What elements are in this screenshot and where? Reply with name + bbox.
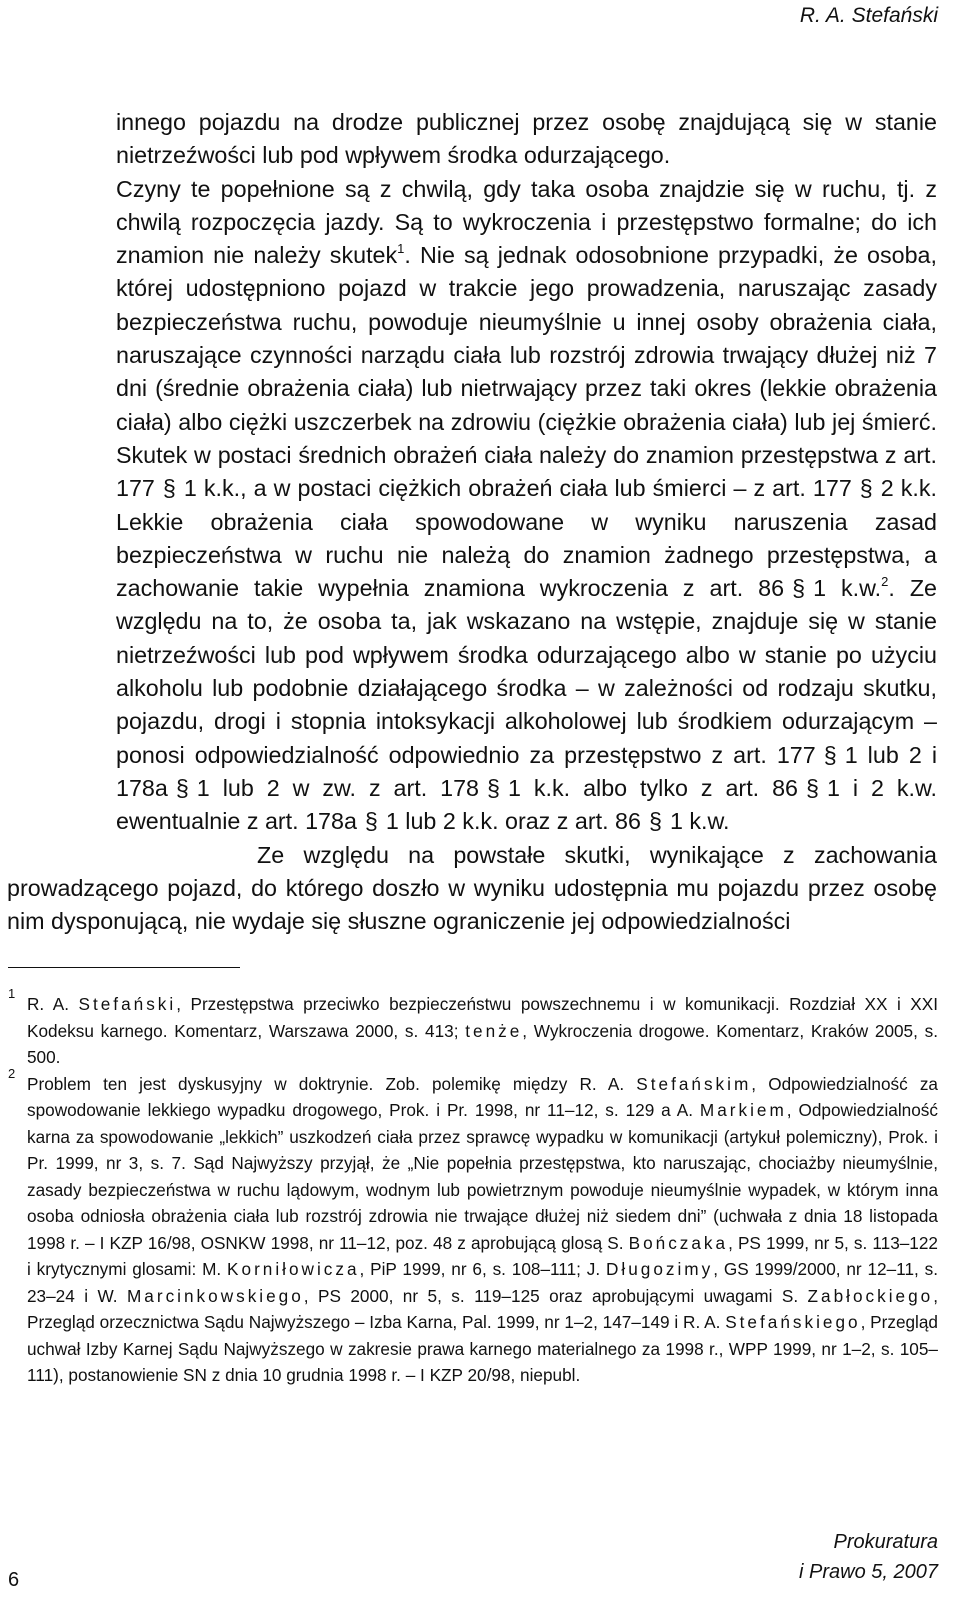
paragraph-text: 1 k.w. bbox=[669, 808, 730, 835]
footnote-text: R. A. bbox=[27, 994, 69, 1014]
paragraph-text: 1 k.k., a w postaci ciężkich obrażeń ciała lub śmierci – z art. 177 bbox=[183, 475, 852, 502]
paragraph-text: 1 lub 2 k.k. oraz z art. 86 bbox=[385, 808, 641, 835]
paragraph-text: 1 lub 2 w zw. z art. 178 bbox=[196, 774, 480, 801]
paragraph-text: Czyny te popełnione są z chwilą, gdy taka osoba znajdzie się w ruchu, tj. z chwilą rozpoczęcia jazdy. Są to wykroczenia i przestępstwo formalne; do ich znamion nie należy skutek bbox=[116, 175, 937, 269]
journal-issue: i Prawo 5, 2007 bbox=[799, 1561, 938, 1583]
paragraph-text: 2 k.k. Lekkie obrażenia ciała spowodowane w wyniku naruszenia zasad bezpieczeństwa w ruchu nie należą do znamion żadnego przestępstwa, a zachowanie takie wypełnia znamiona wykroczenia z art. 86 bbox=[116, 475, 938, 602]
section-sign: § bbox=[175, 774, 189, 801]
footnote-text: , PS 2000, nr 5, s. 119–125 oraz aprobującymi uwagami S. bbox=[303, 1285, 799, 1306]
paragraph-text: 1 lub 2 i 178a bbox=[116, 741, 937, 801]
footnote-text: , PiP 1999, nr 6, s. 108–111; J. bbox=[359, 1259, 601, 1279]
section-sign: § bbox=[648, 808, 662, 835]
footnote-ref-1[interactable]: 1 bbox=[397, 241, 405, 257]
footnote-text: , Przestępstwa przeciwko bezpieczeństwu powszechnemu i w komunikacji. Rozdział XX i XXI Kodeksu karnego. Komentarz, Warszawa 2000, s. 413; bbox=[27, 994, 938, 1041]
author-name-spaced: Stefańskiego bbox=[725, 1312, 861, 1332]
paragraph-text: 1 k.w. bbox=[813, 575, 882, 602]
footnote-1 bbox=[8, 986, 938, 1071]
footnote-text: , Wykroczenia drogowe. Komentarz, Kraków 2005, s. 500. bbox=[27, 1020, 938, 1067]
footnote-ref-2[interactable]: 2 bbox=[881, 574, 889, 590]
section-sign: § bbox=[823, 741, 837, 768]
paragraph-last: Ze względu na powstałe skutki, wynikające z zachowania prowadzącego pojazd, do którego doszło w wyniku udostępnia mu pojazdu przez osobę nim dysponującą, nie wydaje się słuszne ograniczenie jej odpowiedzialności bbox=[7, 841, 937, 935]
section-sign: § bbox=[364, 808, 378, 835]
author-name-spaced: Markiem bbox=[699, 1100, 787, 1120]
footnote-text: , Przegląd orzecznictwa Sądu Najwyższego – Izba Karna, Pal. 1999, nr 1–2, 147–149 i R. A. bbox=[27, 1285, 939, 1332]
author-name-spaced: Stefański bbox=[78, 994, 177, 1014]
author-name-spaced: Zabłockiego bbox=[807, 1285, 934, 1306]
author-name-spaced: Korniłowicza bbox=[227, 1259, 360, 1279]
page-number: 6 bbox=[8, 1569, 20, 1591]
paragraph-text: 1 i 2 k.w. ewentualnie z art. 178a bbox=[116, 774, 937, 835]
paragraph-continuation: innego pojazdu na drodze publicznej przez osobę znajdującą się w stanie nietrzeźwości lub pod wpływem środka odurzającego. bbox=[116, 109, 937, 169]
author-name-spaced: Stefańskim bbox=[636, 1073, 752, 1094]
journal-title: Prokuratura bbox=[833, 1531, 938, 1553]
footnote-text: , Przegląd uchwał Izby Karnej Sądu Najwyższego w zakresie prawa karnego materialnego za 1998 r., WPP 1999, nr 1–2, s. 105–111), postanowienie SN z dnia 10 grudnia 1998 r. – I KZP 20/98, niepubl. bbox=[27, 1312, 938, 1385]
author-name-spaced: Marcinkowskiego bbox=[126, 1285, 304, 1306]
footnote-separator bbox=[8, 967, 240, 968]
author-name-spaced: tenże bbox=[465, 1020, 523, 1041]
paragraph-text: 1 k.k. albo tylko z art. 86 bbox=[508, 774, 798, 801]
footnotes bbox=[8, 986, 939, 1389]
section-sign: § bbox=[806, 774, 819, 801]
main-text bbox=[7, 106, 937, 938]
section-sign: § bbox=[162, 475, 176, 502]
paragraph-text: . Nie są jednak odosobnione przypadki, że osoba, której udostępniono pojazd w trakcie jego prowadzenia, naruszając zasady bezpieczeństwa ruchu, powoduje nieumyślnie u innej osoby obrażenia ciała, naruszające czynności narządu ciała lub rozstrój zdrowia trwający dłużej niż 7 dni (średnie obrażenia ciała) lub nietrwający przez taki okres (lekkie obrażenia ciała) albo ciężki uszczerbek na zdrowiu (ciężkie obrażenia ciała) lub jej śmierć. Skutek w postaci średnich obrażeń ciała należy do znamion przestępstwa z art. 177 bbox=[116, 242, 937, 502]
section-sign: § bbox=[792, 575, 806, 602]
footnote-text: , Odpowiedzialność za spowodowanie lekkiego wypadku drogowego, Prok. i Pr. 1998, nr 11–12, s. 129 a A. bbox=[27, 1073, 938, 1120]
footnote-2 bbox=[8, 1065, 939, 1389]
author-name-spaced: Bończaka bbox=[628, 1232, 729, 1253]
footnote-text: , PS 1999, nr 5, s. 113–122 i krytycznymi glosami: M. bbox=[27, 1232, 938, 1279]
paragraph-text: . Ze względu na to, że osoba ta, jak wskazano na wstępie, znajduje się w stanie nietrzeźwości lub pod wpływem środka odurzającego albo w stanie po użyciu alkoholu lub podobnie działającego środka – w zależności od rodzaju skutku, pojazdu, drogi i stopnia intoksykacji alkoholowej lub środkiem odurzającym – ponosi odpowiedzialność odpowiednio za przestępstwo z art. 177 bbox=[116, 575, 938, 768]
footnote-text: , Odpowiedzialność karna za spowodowanie „lekkich” uszkodzeń ciała przez sprawcę wypadku w komunikacji (artykuł polemiczny), Prok. i Pr. 1999, nr 3, s. 7. Sąd Najwyższy przyjął, że „Nie popełnia przestępstwa, kto naruszając, chociażby nieumyślnie, zasady bezpieczeństwa w ruchu lądowym, wodnym lub powietrznym powoduje nieumyślnie wypadek, w którym inna osoba odniosła obrażenia ciała lub rozstrój zdrowia nie trwające dłużej niż siedem dni” (uchwała z dnia 18 listopada 1998 r. – I KZP 16/98, OSNKW 1998, nr 11–12, poz. 48 z aprobującą glosą S. bbox=[27, 1100, 938, 1253]
section-sign: § bbox=[487, 774, 500, 801]
journal-footer bbox=[799, 1527, 938, 1587]
footnote-text: , GS 1999/2000, nr 12–11, s. 23–24 i W. bbox=[27, 1259, 939, 1306]
running-header-author: R. A. Stefański bbox=[799, 4, 938, 27]
footnote-text: Problem ten jest dyskusyjny w doktrynie. Zob. polemikę między R. A. bbox=[27, 1073, 625, 1094]
footnote-number: 2 bbox=[8, 1065, 16, 1081]
paragraph-main bbox=[7, 173, 937, 839]
footnote-number: 1 bbox=[8, 986, 16, 1001]
section-sign: § bbox=[859, 475, 873, 502]
author-name-spaced: Długozimy bbox=[605, 1259, 714, 1279]
